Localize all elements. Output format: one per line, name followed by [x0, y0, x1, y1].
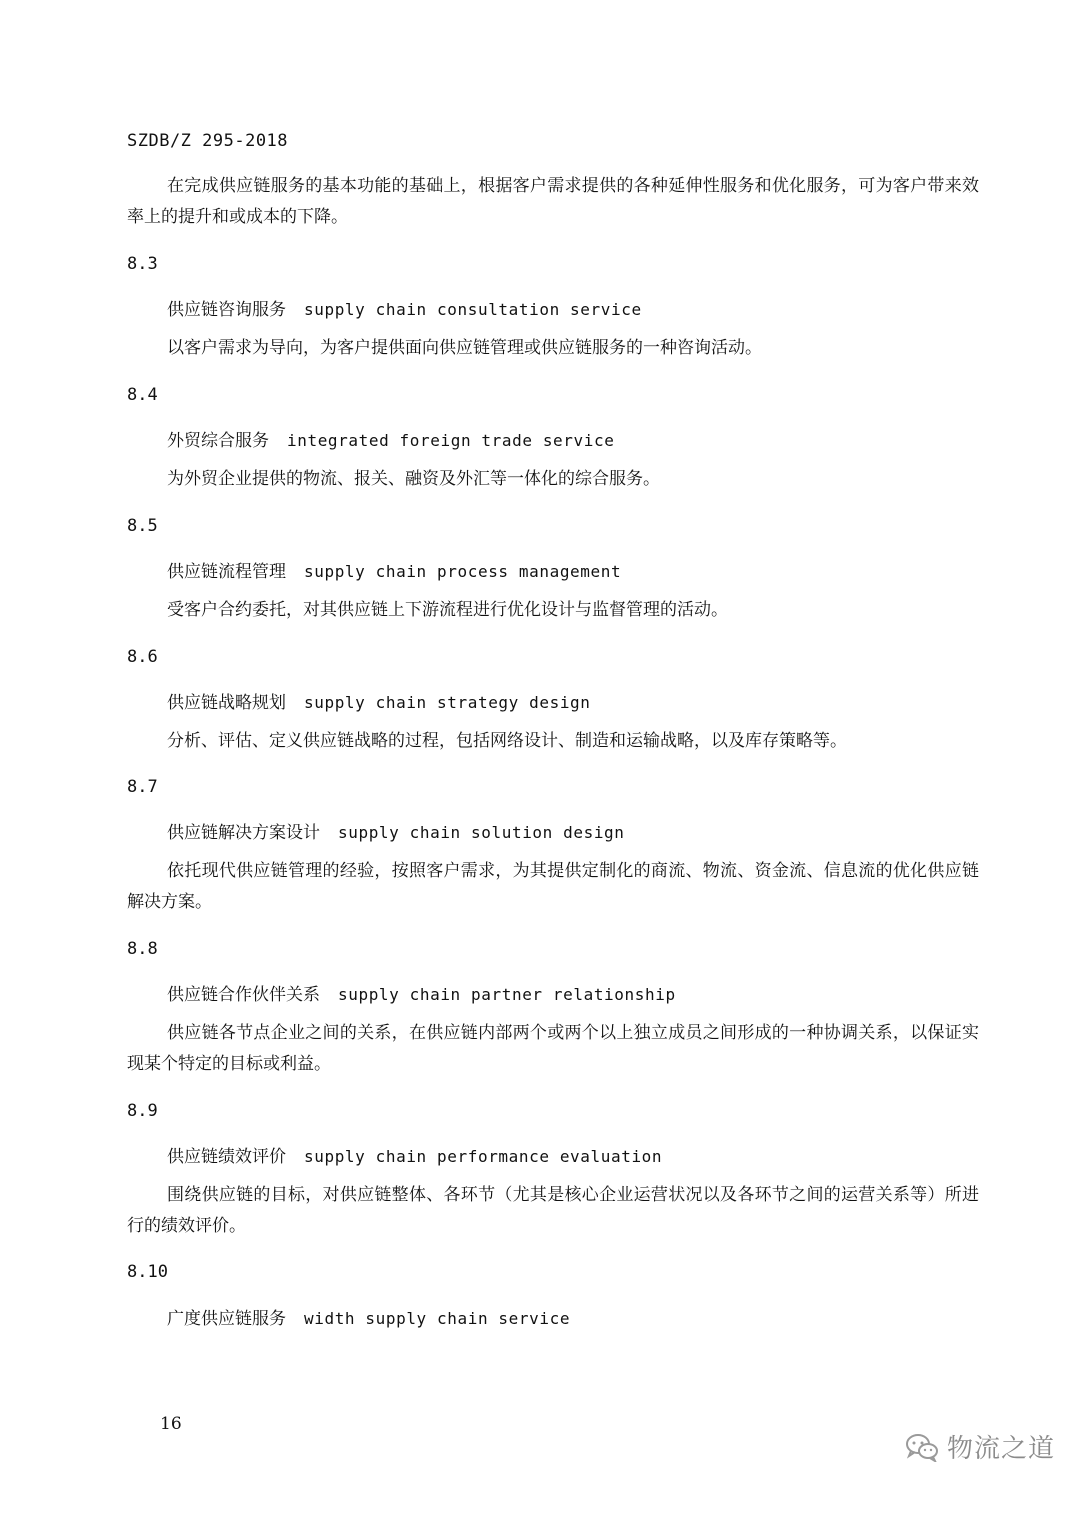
- entry-number: 8.10: [127, 1262, 168, 1282]
- term-definition: 依托现代供应链管理的经验，按照客户需求，为其提供定制化的商流、物流、资金流、信息流的优化供应链解决方案。: [127, 861, 979, 912]
- term-definition: 分析、评估、定义供应链战略的过程，包括网络设计、制造和运输战略，以及库存策略等。: [167, 731, 847, 751]
- term-zh: 供应链绩效评价: [167, 1147, 286, 1167]
- entry-number: 8.7: [127, 777, 158, 797]
- entry-number: 8.4: [127, 385, 158, 405]
- term-heading: [167, 295, 642, 320]
- term-en: supply chain partner relationship: [338, 985, 676, 1004]
- page-number: 16: [160, 1414, 182, 1434]
- term-zh: 供应链流程管理: [167, 562, 286, 582]
- term-en: width supply chain service: [304, 1309, 571, 1328]
- term-definition: 为外贸企业提供的物流、报关、融资及外汇等一体化的综合服务。: [167, 469, 660, 489]
- term-en: integrated foreign trade service: [287, 431, 615, 450]
- term-heading: [167, 426, 614, 451]
- term-heading: [167, 557, 621, 582]
- watermark: [905, 1428, 1055, 1465]
- term-zh: 供应链战略规划: [167, 693, 286, 713]
- term-definition: 受客户合约委托，对其供应链上下游流程进行优化设计与监督管理的活动。: [167, 600, 728, 620]
- entry-number: 8.5: [127, 516, 158, 536]
- term-definition: 供应链各节点企业之间的关系，在供应链内部两个或两个以上独立成员之间形成的一种协调关系，以保证实现某个特定的目标或利益。: [127, 1023, 979, 1074]
- doc-code: SZDB/Z 295-2018: [127, 131, 289, 151]
- term-en: supply chain performance evaluation: [304, 1147, 663, 1166]
- term-zh: 供应链合作伙伴关系: [167, 985, 320, 1005]
- term-en: supply chain process management: [304, 562, 622, 581]
- term-heading: [167, 1142, 662, 1167]
- term-zh: 外贸综合服务: [167, 431, 269, 451]
- term-heading: [167, 688, 591, 713]
- term-en: supply chain consultation service: [304, 300, 642, 319]
- entry-number: 8.3: [127, 254, 158, 274]
- intro-paragraph: 在完成供应链服务的基本功能的基础上，根据客户需求提供的各种延伸性服务和优化服务，可为客户带来效率上的提升和或成本的下降。: [127, 176, 979, 227]
- term-zh: 广度供应链服务: [167, 1309, 286, 1329]
- wechat-icon: [905, 1432, 939, 1462]
- entry-number: 8.8: [127, 939, 158, 959]
- watermark-text: 物流之道: [947, 1434, 1056, 1464]
- term-en: supply chain solution design: [338, 823, 625, 842]
- term-en: supply chain strategy design: [304, 693, 591, 712]
- term-definition: 围绕供应链的目标，对供应链整体、各环节（尤其是核心企业运营状况以及各环节之间的运营关系等）所进行的绩效评价。: [127, 1185, 979, 1236]
- term-definition: 以客户需求为导向，为客户提供面向供应链管理或供应链服务的一种咨询活动。: [167, 338, 762, 358]
- term-zh: 供应链解决方案设计: [167, 823, 320, 843]
- term-heading: [167, 818, 625, 843]
- term-heading: [167, 980, 676, 1005]
- entry-number: 8.6: [127, 647, 158, 667]
- term-zh: 供应链咨询服务: [167, 300, 286, 320]
- term-heading: [167, 1304, 570, 1329]
- entry-number: 8.9: [127, 1101, 158, 1121]
